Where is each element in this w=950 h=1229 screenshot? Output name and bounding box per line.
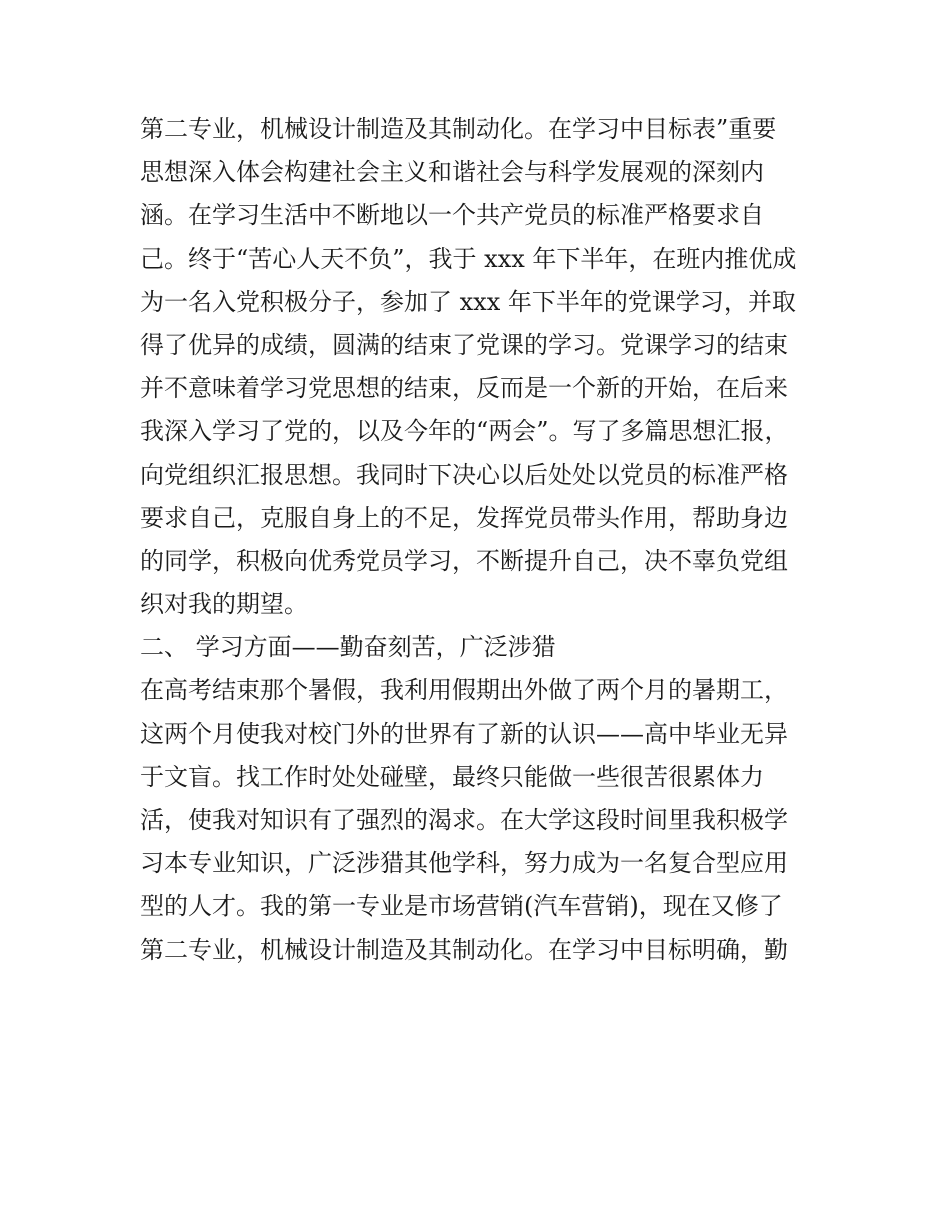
- section-heading: 二、 学习方面——勤奋刻苦，广泛涉猎: [140, 633, 556, 662]
- text-line: 活，使我对知识有了强烈的渴求。在大学这段时间里我积极学: [140, 806, 788, 834]
- text-line: 这两个月使我对校门外的世界有了新的认识——高中毕业无异: [140, 719, 788, 748]
- text-line: 涵。在学习生活中不断地以一个共产党员的标准严格要求自: [140, 201, 764, 230]
- text-line: 于文盲。找工作时处处碰壁，最终只能做一些很苦很累体力: [140, 762, 764, 791]
- text-line: 织对我的期望。: [140, 590, 308, 619]
- text-line: 得了优异的成绩，圆满的结束了党课的学习。党课学习的结束: [140, 330, 788, 359]
- text-line: 的同学，积极向优秀党员学习，不断提升自己，决不辜负党组: [140, 546, 788, 575]
- text-line: 在高考结束那个暑假，我利用假期出外做了两个月的暑期工，: [140, 676, 788, 705]
- body-text: [140, 108, 830, 972]
- text-line: 第二专业，机械设计制造及其制动化。在学习中目标表”重要: [140, 115, 777, 143]
- text-line: 第二专业，机械设计制造及其制动化。在学习中目标明确，勤: [140, 935, 788, 964]
- text-line: 型的人才。我的第一专业是市场营销(汽车营销)，现在又修了: [140, 892, 783, 921]
- text-line: 习本专业知识，广泛涉猎其他学科，努力成为一名复合型应用: [140, 849, 788, 878]
- text-line: 为一名入党积极分子，参加了 xxx 年下半年的党课学习，并取: [140, 287, 796, 316]
- text-line: 要求自己，克服自身上的不足，发挥党员带头作用，帮助身边: [140, 503, 788, 532]
- text-line: 思想深入体会构建社会主义和谐社会与科学发展观的深刻内: [140, 158, 764, 187]
- text-line: 己。终于“苦心人天不负”，我于 xxx 年下半年，在班内推优成: [140, 244, 797, 273]
- text-line: 向党组织汇报思想。我同时下决心以后处处以党员的标准严格: [140, 460, 788, 489]
- text-line: 我深入学习了党的，以及今年的“两会”。写了多篇思想汇报，: [140, 417, 789, 446]
- text-line: 并不意味着学习党思想的结束，反而是一个新的开始，在后来: [140, 374, 788, 403]
